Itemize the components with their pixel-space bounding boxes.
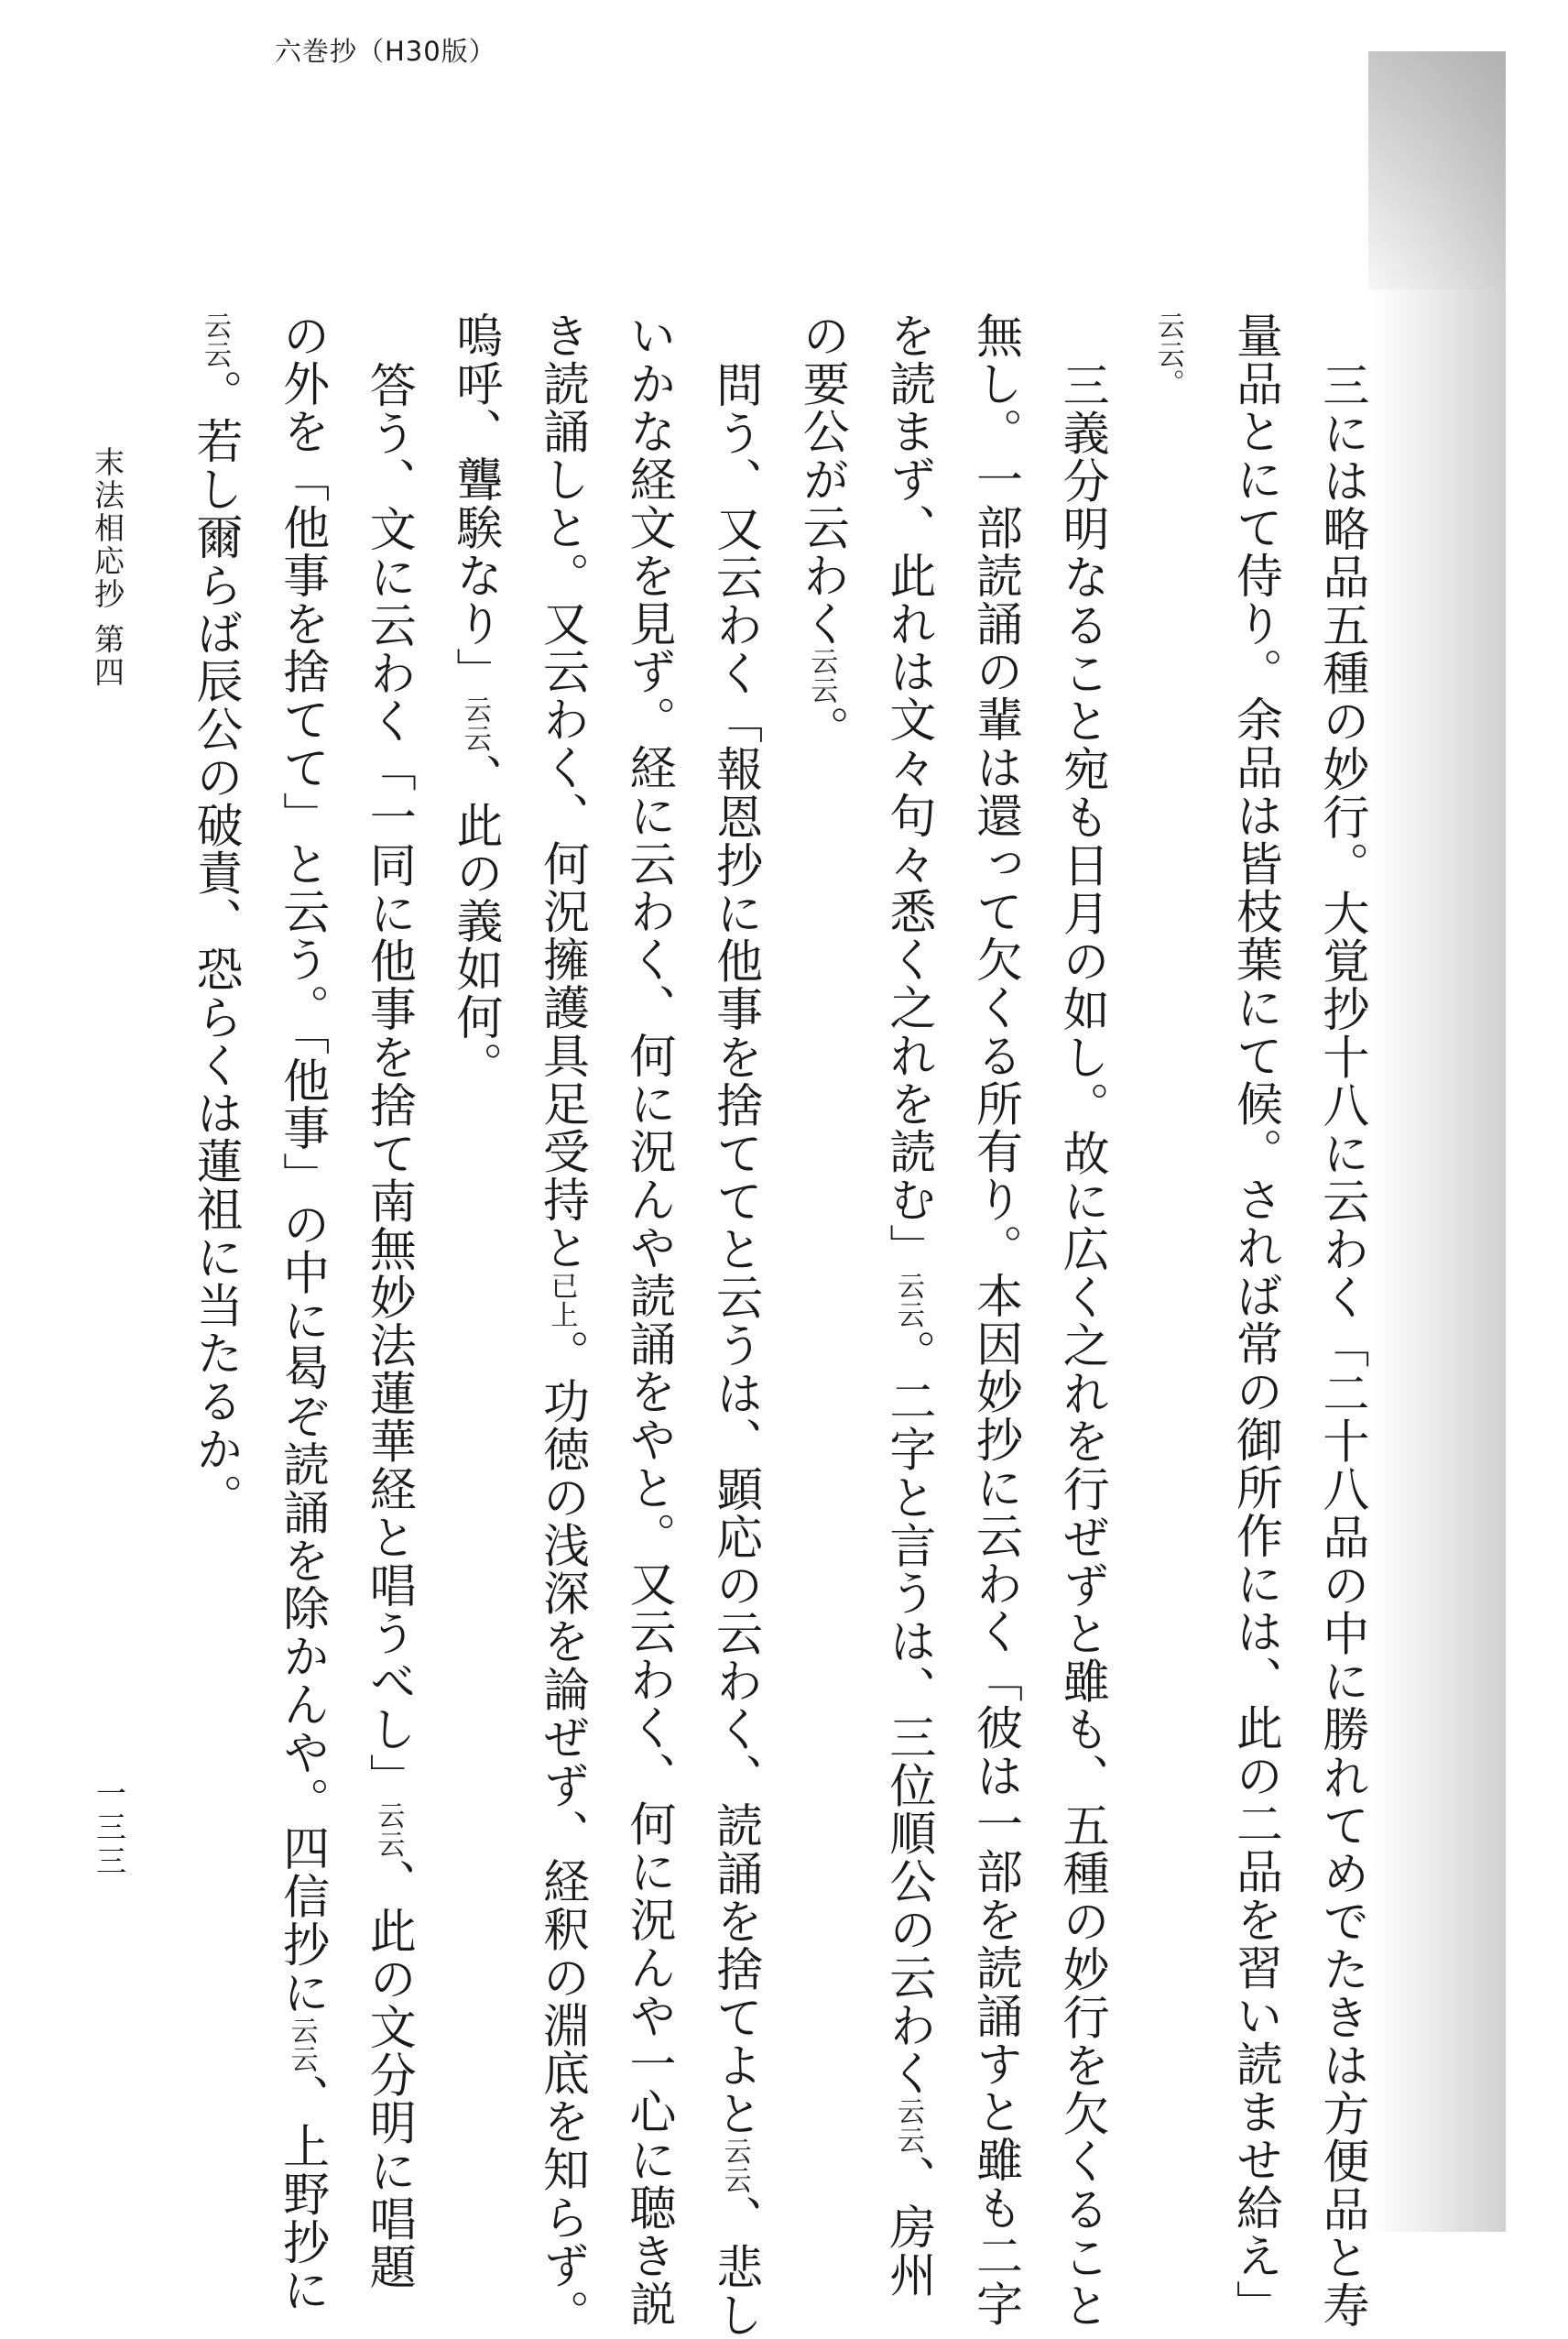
text-column: 三義分明なること宛も日月の如し。故に広く之れを行ぜずと雖も、五種の妙行を欠くること: [1054, 361, 1109, 2330]
vertical-text-body: [183, 312, 1368, 2339]
footer-book-title: 末法相応抄 第四: [90, 446, 125, 690]
text-column: 云云。: [1151, 312, 1184, 399]
scan-shadow-top: [1368, 51, 1506, 290]
text-column: いかな経文を見ず。経に云わく、何に況んや読誦をやと。又云わく、何に況んや一心に聴き説: [621, 312, 676, 2328]
text-column: 問う、又云わく「報恩抄に他事を捨ててと云うは、顕応の云わく、読誦を捨てよと云云、悲し: [707, 361, 762, 2339]
text-column: き読誦しと。又云わく、何況擁護具足受持と已上。功徳の浅深を論ぜず、経釈の淵底を知らず。: [534, 312, 589, 2338]
text-column: の要公が云わく云云。: [794, 312, 849, 754]
page-number: 一三三: [92, 1777, 127, 1879]
text-column: を読まず、此れは文々句々悉く之れを読む」云云。二字と言うは、三位順公の云わく云云、房州: [880, 312, 935, 2300]
text-column: 量品とにて侍り。余品は皆枝葉にて候。されば常の御所作には、此の二品を習い読ませ給え」: [1227, 312, 1282, 2328]
text-column: 云云。若し爾らば辰公の破責、恐らくは蓮祖に当たるか。: [188, 312, 242, 1522]
scan-shadow: [1368, 51, 1506, 2232]
text-column: 三には略品五種の妙行。大覚抄十八に云わく「二十八品の中に勝れてめでたきは方便品と寿: [1313, 361, 1368, 2330]
text-column: 無し。一部読誦の輩は還って欠くる所有り。本因妙抄に云わく「彼は一部を読誦すと雖も二字: [967, 312, 1022, 2328]
running-title: 六巻抄（H30版）: [275, 36, 496, 67]
text-column: 嗚呼、聾騃なり」云云、此の義如何。: [447, 312, 502, 1089]
text-column: 答う、文に云わく「一同に他事を捨て南無妙法蓮華経と唱うべし」云云、此の文分明に唱題: [361, 361, 416, 2291]
text-column: の外を「他事を捨てて」と云う。「他事」の中に曷ぞ読誦を除かんや。四信抄に云云、上野抄に: [274, 312, 329, 2314]
